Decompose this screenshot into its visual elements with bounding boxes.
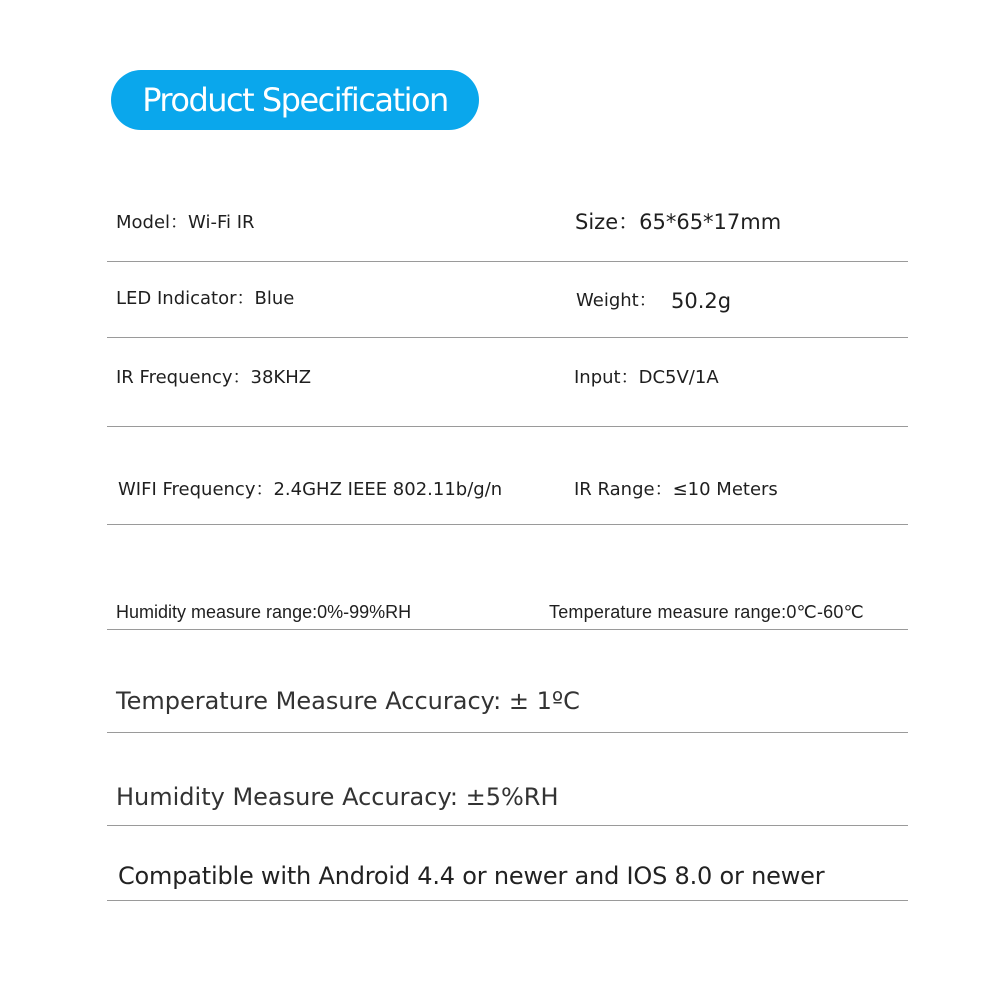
product-specification-title: Product Specification [111,70,479,130]
spec-ir-range: IR Range：≤10 Meters [574,479,778,500]
spec-led-indicator: LED Indicator：Blue [116,288,295,309]
spec-input: Input：DC5V/1A [574,367,719,388]
divider [107,337,908,338]
spec-model: Model：Wi-Fi IR [116,212,255,233]
spec-humidity-accuracy: Humidity Measure Accuracy: ±5%RH [116,783,559,811]
divider [107,629,908,630]
spec-weight-value: 50.2g [671,289,732,313]
divider [107,900,908,901]
divider [107,524,908,525]
spec-humidity-range: Humidity measure range:0%-99%RH [116,602,412,622]
spec-temperature-range: Temperature measure range:0℃-60℃ [549,602,864,622]
spec-wifi-frequency: WIFI Frequency：2.4GHZ IEEE 802.11b/g/n [118,479,503,500]
spec-size: Size：65*65*17mm [575,210,782,234]
divider [107,261,908,262]
spec-ir-frequency: IR Frequency：38KHZ [116,367,312,388]
divider [107,426,908,427]
spec-weight-label: Weight： [576,290,657,311]
divider [107,732,908,733]
spec-compatibility: Compatible with Android 4.4 or newer and IOS 8.0 or newer [118,862,825,890]
spec-temperature-accuracy: Temperature Measure Accuracy: ± 1ºC [116,687,580,715]
divider [107,825,908,826]
